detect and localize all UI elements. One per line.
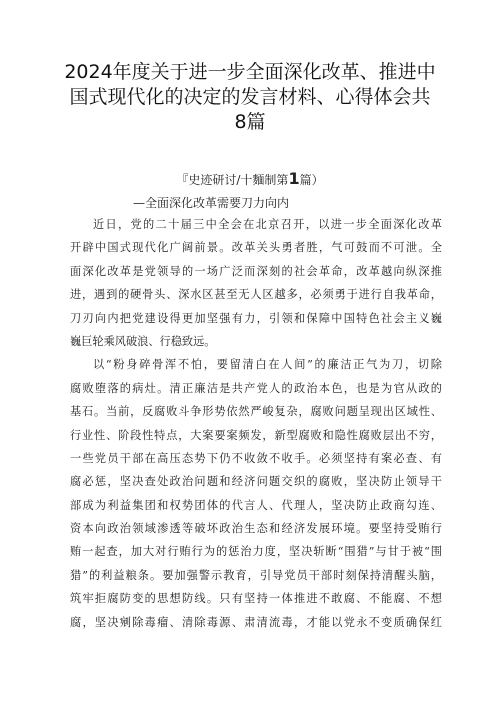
paragraph-2-line: 猎”的利益粮条。要加强警示教育，引导党员干部时刻保持清醒头脑， bbox=[70, 568, 442, 582]
section-heading: —全面深化改革需要刀力向内 bbox=[133, 196, 290, 210]
subtitle-prefix: 『史迹研讨/十麵制第 bbox=[176, 173, 289, 187]
paragraph-2-line: 贿一起查，加大对行贿行为的惩治力度，坚决斩断“围猎”与甘于被“围 bbox=[70, 545, 442, 559]
paragraph-1-line: 进，遇到的硬骨头、深水区甚至无人区越多，必须勇于进行自我革命， bbox=[70, 288, 442, 302]
title-line-3: 8篇 bbox=[234, 111, 266, 133]
paragraph-1-line: 刀刃向内把党建设得更加坚强有力，引领和保障中国特色社会主义巍 bbox=[70, 311, 442, 325]
body-text bbox=[70, 213, 442, 634]
subtitle-number: 1 bbox=[288, 169, 300, 188]
paragraph-2-line: 一些党员干部在高压态势下仍不收敛不收手。必须坚持有案必查、有 bbox=[70, 451, 442, 465]
paragraph-2-line: 筑牢拒腐防变的思想防线。只有坚持一体推进不敢腐、不能腐、不想 bbox=[70, 592, 442, 606]
paragraph-1-line: 巍巨轮乘风破浪、行稳致远。 bbox=[70, 334, 216, 348]
title-line-2: 国式现代化的决定的发言材料、心得体会共 bbox=[69, 86, 431, 108]
paragraph-1-line: 开辟中国式现代化广阔前景。改革关头勇者胜，气可鼓而不可泄。全 bbox=[70, 241, 442, 255]
subtitle-suffix: 篇） bbox=[299, 173, 324, 187]
paragraph-2-line: 腐败堕落的病灶。清正廉洁是共产党人的政治本色，也是为官从政的 bbox=[70, 381, 442, 395]
paragraph-2-line: 部成为利益集团和权势团体的代言人、代理人，坚决防止政商勾连、 bbox=[70, 498, 442, 512]
title-line-1: 2024年度关于进一步全面深化改革、推进中 bbox=[64, 61, 436, 83]
paragraph-1-line: 面深化改革是党领导的一场广泛而深刻的社会革命，改革越向纵深推 bbox=[70, 264, 442, 278]
document-title bbox=[40, 60, 460, 135]
paragraph-2-line: 腐必惩，坚决查处政治问题和经济问题交织的腐败，坚决防止领导干 bbox=[70, 475, 442, 489]
paragraph-1-line: 近日，党的二十届三中全会在北京召开，以进一步全面深化改革 bbox=[93, 218, 442, 231]
paragraph-2-line: 行业性、阶段性特点，大案要案频发，新型腐败和隐性腐败层出不穷， bbox=[70, 428, 442, 442]
paragraph-2-line: 腐，坚决剜除毒瘤、清除毒源、肃清流毒，才能以党永不变质确保红 bbox=[70, 615, 442, 629]
paragraph-2-line: 基石。当前，反腐败斗争形势依然严峻复杂，腐败问题呈现出区域性、 bbox=[70, 405, 442, 419]
paragraph-2-line: 以“粉身碎骨浑不怕，要留清白在人间”的廉洁正气为刀，切除 bbox=[93, 358, 442, 372]
article-subtitle bbox=[0, 169, 500, 188]
paragraph-2-line: 资本向政治领域渗透等破坏政治生态和经济发展环境。要坚持受贿行 bbox=[70, 522, 442, 536]
